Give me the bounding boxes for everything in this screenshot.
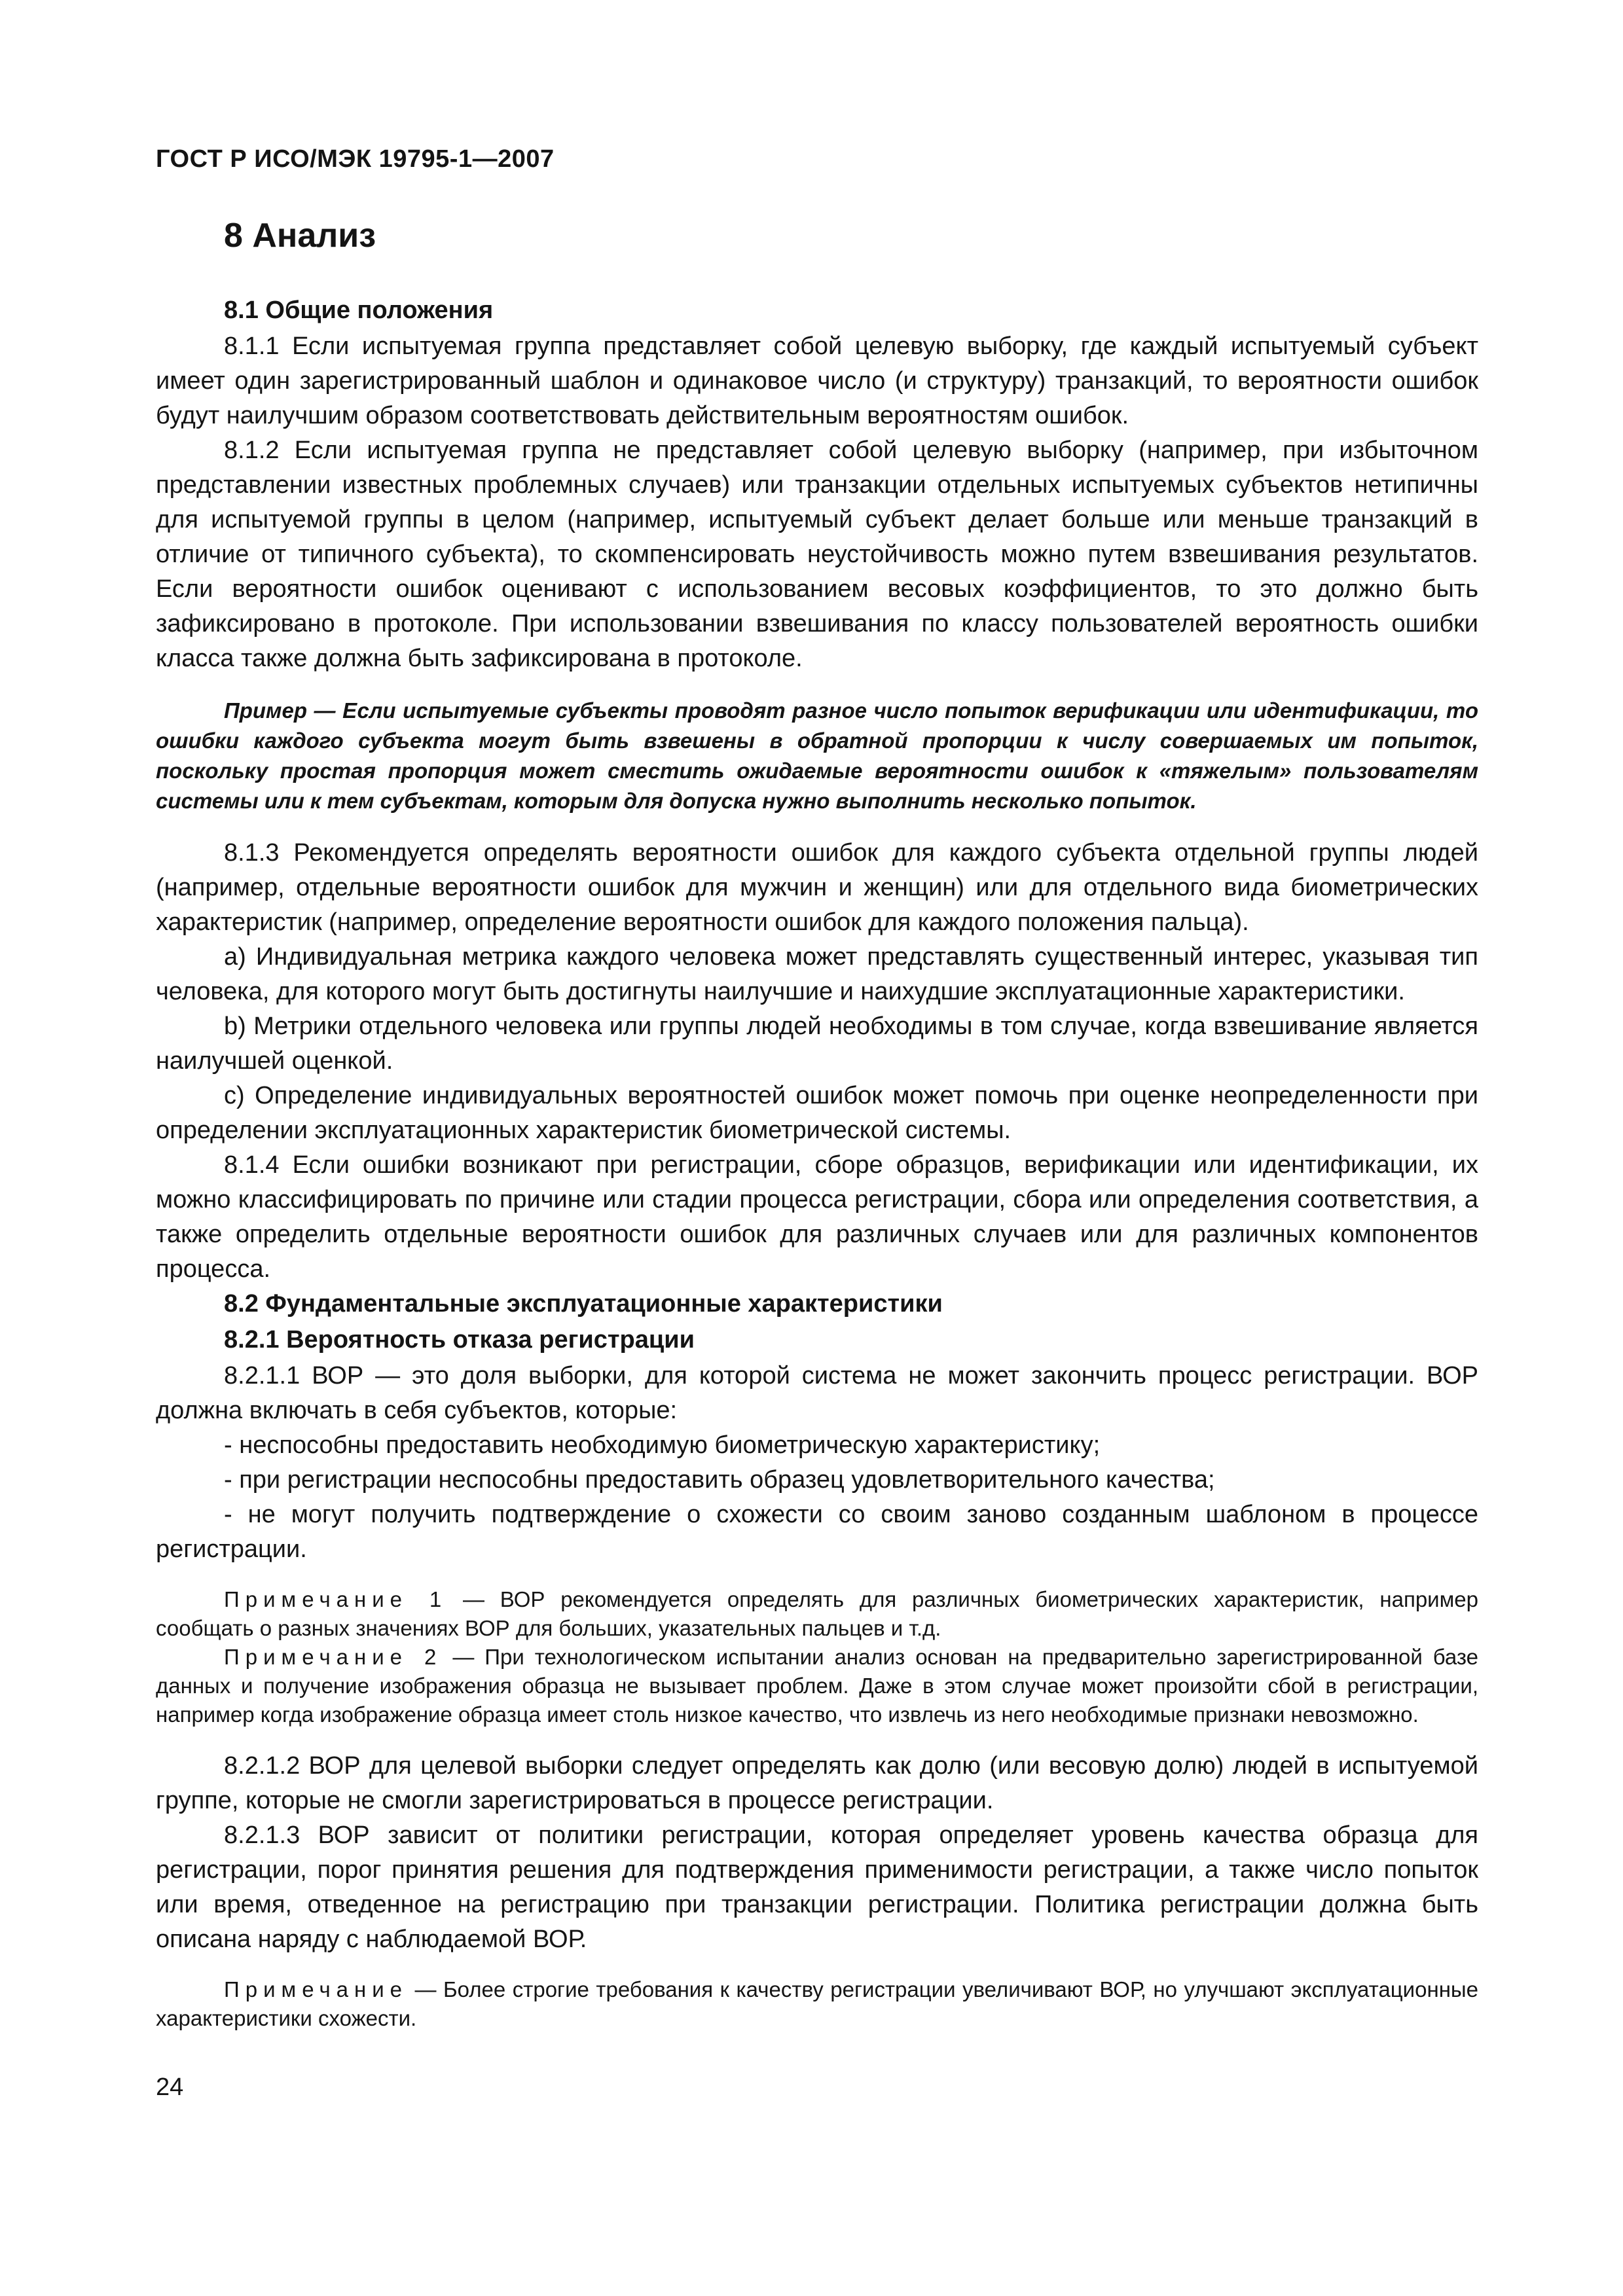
paragraph-8-1-2: 8.1.2 Если испытуемая группа не представляет собой целевую выборку (например, при избыточном представлении известных проблемных случаев) или транзакции отдельных испытуемых субъектов нетипичны для испытуемой группы в целом (например, испытуемый субъект делает больше или меньше транзакций в отличие от типичного субъекта), то скомпенсировать неустойчивость можно путем взвешивания результатов. Если вероятности ошибок оценивают с использованием весовых коэффициентов, то это должно быть зафиксировано в протоколе. При использовании взвешивания по классу пользователей вероятность ошибки класса также должна быть зафиксирована в протоколе. (156, 437, 1478, 672)
note-1-label: Примечание 1 (224, 1587, 448, 1611)
example-text: Пример — Если испытуемые субъекты проводят разное число попыток верификации или идентификации, то ошибки каждого субъекта могут быть взвешены в обратной пропорции к числу совершаемых им попыток, поскольку простая пропорция может сместить ожидаемые вероятности ошибок к «тяжелым» пользователям системы или к тем субъектам, которым для допуска нужно выполнить несколько попыток. (156, 698, 1478, 813)
document-header: ГОСТ Р ИСО/МЭК 19795-1—2007 (156, 145, 555, 173)
note-1 (156, 1585, 1478, 1643)
list-item-b: b) Метрики отдельного человека или группы людей необходимы в том случае, когда взвешивание является наилучшей оценкой. (156, 1013, 1478, 1075)
section-title: 8 Анализ (224, 217, 376, 255)
notes-block (156, 1585, 1478, 1729)
paragraph-8-1-1: 8.1.1 Если испытуемая группа представляет собой целевую выборку, где каждый испытуемый субъект имеет один зарегистрированный шаблон и одинаковое число (и структуру) транзакций, то вероятности ошибок будут наилучшим образом соответствовать действительным вероятностям ошибок. (156, 332, 1478, 429)
page-number: 24 (156, 2073, 184, 2101)
subsection-title-8-2-1: 8.2.1 Вероятность отказа регистрации (224, 1326, 695, 1354)
list-item-a: а) Индивидуальная метрика каждого человека может представлять существенный интерес, указывая тип человека, для которого могут быть достигнуты наилучшие и наихудшие эксплуатационные характеристики. (156, 943, 1478, 1005)
paragraph-8-2-1-1: 8.2.1.1 ВОР — это доля выборки, для которой система не может закончить процесс регистрации. ВОР должна включать в себя субъектов, которые: (156, 1362, 1478, 1424)
list-item-c: с) Определение индивидуальных вероятностей ошибок может помочь при оценке неопределенности при определении эксплуатационных характеристик биометрической системы. (156, 1082, 1478, 1144)
page-content (156, 216, 1478, 2053)
note-1-text: — ВОР рекомендуется определять для различных биометрических характеристик, например сообщать о разных значениях ВОР для больших, указательных пальцев и т.д. (156, 1587, 1478, 1640)
note-2 (156, 1643, 1478, 1729)
note-2-label: Примечание 2 (224, 1645, 443, 1669)
subsection-title-8-1: 8.1 Общие положения (224, 296, 494, 324)
paragraph-8-1-3: 8.1.3 Рекомендуется определять вероятности ошибок для каждого субъекта отдельной группы людей (например, отдельные вероятности ошибок для мужчин и женщин) или для отдельного вида биометрических характеристик (например, определение вероятности ошибок для каждого положения пальца). (156, 839, 1478, 936)
bullet-item-1: - неспособны предоставить необходимую биометрическую характеристику; (224, 1431, 1101, 1459)
subsection-title-8-2: 8.2 Фундаментальные эксплуатационные характеристики (224, 1290, 943, 1318)
note-3 (156, 1975, 1478, 2033)
bullet-item-3: - не могут получить подтверждение о схожести со своим заново созданным шаблоном в процессе регистрации. (156, 1501, 1478, 1563)
bullet-item-2: - при регистрации неспособны предоставить образец удовлетворительного качества; (224, 1466, 1215, 1494)
paragraph-8-1-4: 8.1.4 Если ошибки возникают при регистрации, сборе образцов, верификации или идентификации, их можно классифицировать по причине или стадии процесса регистрации, сбора или определения соответствия, а также определить отдельные вероятности ошибок для различных случаев или для различных компонентов процесса. (156, 1151, 1478, 1283)
note-2-text: — При технологическом испытании анализ основан на предварительно зарегистрированной базе данных и получение изображения образца не вызывает проблем. Даже в этом случае может произойти сбой в регистрации, например когда изображение образца имеет столь низкое качество, что извлечь из него необходимые признаки невозможно. (156, 1645, 1479, 1727)
note-3-label: Примечание (224, 1977, 409, 2001)
note-3-text: — Более строгие требования к качеству регистрации увеличивают ВОР, но улучшают эксплуатационные характеристики схожести. (156, 1977, 1478, 2030)
paragraph-8-2-1-2: 8.2.1.2 ВОР для целевой выборки следует определять как долю (или весовую долю) людей в испытуемой группе, которые не смогли зарегистрироваться в процессе регистрации. (156, 1752, 1478, 1814)
paragraph-8-2-1-3: 8.2.1.3 ВОР зависит от политики регистрации, которая определяет уровень качества образца для регистрации, порог принятия решения для подтверждения применимости регистрации, а также число попыток или время, отведенное на регистрацию при транзакции регистрации. Политика регистрации должна быть описана наряду с наблюдаемой ВОР. (156, 1821, 1478, 1953)
note-block-2 (156, 1975, 1478, 2033)
